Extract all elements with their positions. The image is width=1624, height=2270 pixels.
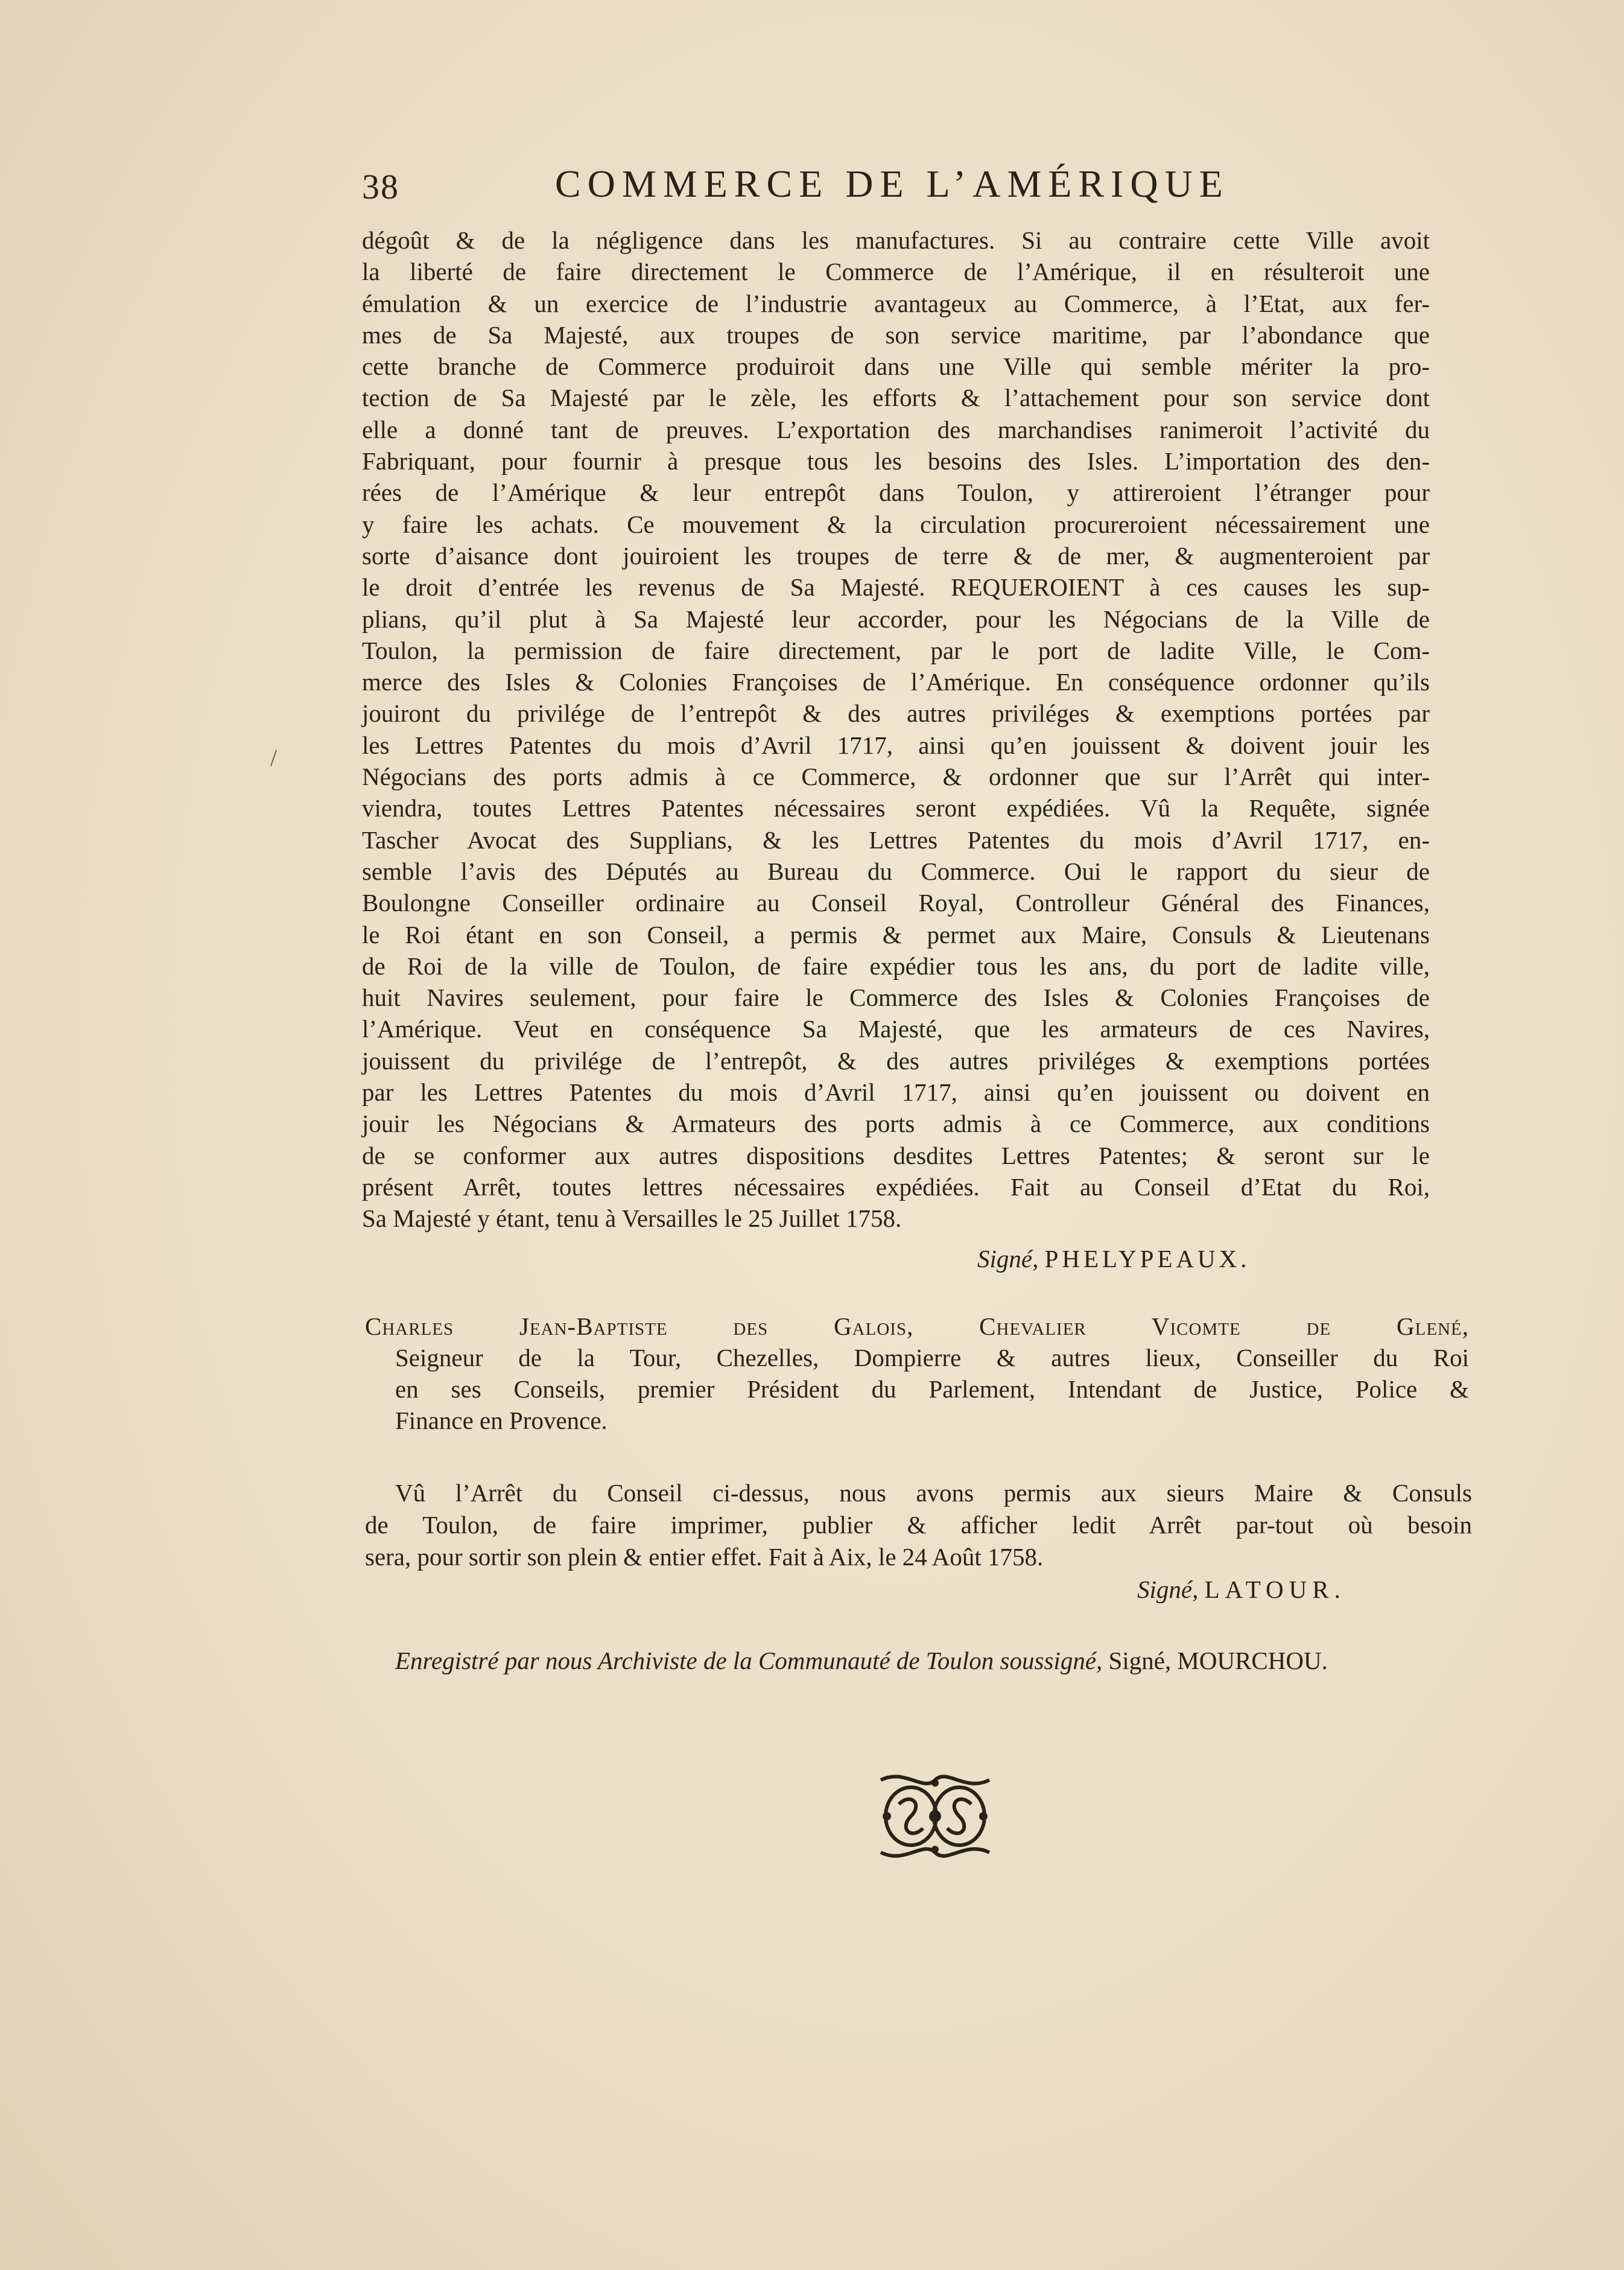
text-line: de Roi de la ville de Toulon, de faire expédier tous les ans, du port de ladite ville, [362,952,1430,980]
decree-text [362,224,1430,1235]
text-line: en ses Conseils, premier Président du Parlement, Intendant de Justice, Police & [395,1375,1469,1403]
text-line: viendra, toutes Lettres Patentes nécessaires seront expédiées. Vû la Requête, signée [362,794,1430,822]
permit-paragraph [365,1477,1472,1573]
text-line: jouiront du privilége de l’entrepôt & des autres priviléges & exemptions portées par [362,699,1430,728]
text-line: Seigneur de la Tour, Chezelles, Dompierre & autres lieux, Conseiller du Roi [395,1344,1469,1372]
running-title: COMMERCE DE L’AMÉRIQUE [555,162,1229,205]
text-line: Toulon, la permission de faire directement, par le port de ladite Ville, le Com- [362,636,1430,664]
text-line: cette branche de Commerce produiroit dans une Ville qui semble mériter la pro- [362,352,1430,381]
page-number: 38 [362,167,399,206]
signature-name: LATOUR. [1204,1575,1346,1603]
text-line: Fabriquant, pour fournir à presque tous les besoins des Isles. L’importation des den- [362,447,1430,475]
text-line: émulation & un exercice de l’industrie avantageux au Commerce, à l’Etat, aux fer- [362,289,1430,317]
registration-text: Enregistré par nous Archiviste de la Communauté de Toulon soussigné, [395,1647,1103,1674]
text-line: Négocians des ports admis à ce Commerce, & ordonner que sur l’Arrêt qui inter- [362,763,1430,791]
text-line: Finance en Provence. [395,1407,607,1434]
signature-label: Signé, [1137,1575,1199,1603]
printers-ornament-icon [869,1768,1001,1865]
text-line: l’Amérique. Veut en conséquence Sa Majesté, que les armateurs de ces Navires, [362,1015,1430,1043]
intendant-title-block [365,1311,1469,1436]
intendant-name-line: Charles Jean-Baptiste des Galois, Chevalier Vicomte de Glené, [365,1312,1469,1340]
text-line: Vû l’Arrêt du Conseil ci-dessus, nous avons permis aux sieurs Maire & Consuls [395,1479,1472,1507]
text-line: sorte d’aisance dont jouiroient les troupes de terre & de mer, & augmenteroient par [362,541,1430,570]
text-line: elle a donné tant de preuves. L’exportation des marchandises ranimeroit l’activité du [362,415,1430,444]
signature-label: Signé, [977,1245,1039,1273]
text-line: tection de Sa Majesté par le zèle, les efforts & l’attachement pour son service dont [362,384,1430,412]
text-line: par les Lettres Patentes du mois d’Avril 1717, ainsi qu’en jouissent ou doivent en [362,1078,1430,1107]
text-line: de Toulon, de faire imprimer, publier & afficher ledit Arrêt par-tout où besoin [365,1511,1472,1539]
text-line: Sa Majesté y étant, tenu à Versailles le 25 Juillet 1758. [362,1204,902,1233]
text-line: sera, pour sortir son plein & entier effet. Fait à Aix, le 24 Août 1758. [365,1543,1044,1571]
text-line: Boulongne Conseiller ordinaire au Conseil Royal, Controlleur Général des Finances, [362,889,1430,917]
registration-note [395,1645,1328,1676]
text-line: présent Arrêt, toutes lettres nécessaires expédiées. Fait au Conseil d’Etat du Roi, [362,1172,1430,1201]
page-header [362,162,1339,216]
text-line: merce des Isles & Colonies Françoises de l’Amérique. En conséquence ordonner qu’ils [362,668,1430,696]
text-line: mes de Sa Majesté, aux troupes de son service maritime, par l’abondance que [362,320,1430,349]
text-line: rées de l’Amérique & leur entrepôt dans Toulon, y attireroient l’étranger pour [362,478,1430,507]
text-line: de se conformer aux autres dispositions desdites Lettres Patentes; & seront sur le [362,1141,1430,1169]
text-line: dégoût & de la négligence dans les manufactures. Si au contraire cette Ville avoit [362,226,1430,254]
text-line: le Roi étant en son Conseil, a permis & permet aux Maire, Consuls & Lieutenans [362,920,1430,949]
registration-signature: Signé, MOURCHOU. [1108,1647,1328,1674]
signature-latour [1137,1574,1346,1605]
text-line: jouir les Négocians & Armateurs des ports admis à ce Commerce, aux conditions [362,1110,1430,1138]
text-line: le droit d’entrée les revenus de Sa Majesté. REQUEROIENT à ces causes les sup- [362,573,1430,602]
text-line: Tascher Avocat des Supplians, & les Lettres Patentes du mois d’Avril 1717, en- [362,825,1430,854]
text-line: semble l’avis des Députés au Bureau du Commerce. Oui le rapport du sieur de [362,857,1430,885]
signature-name: PHELYPEAUX. [1044,1245,1251,1273]
text-line: y faire les achats. Ce mouvement & la circulation procureroient nécessairement une [362,510,1430,538]
text-line: huit Navires seulement, pour faire le Commerce des Isles & Colonies Françoises de [362,984,1430,1012]
text-line: la liberté de faire directement le Commerce de l’Amérique, il en résulteroit une [362,258,1430,286]
text-line: plians, qu’il plut à Sa Majesté leur accorder, pour les Négocians de la Ville de [362,605,1430,633]
text-line: les Lettres Patentes du mois d’Avril 1717, ainsi qu’en jouissent & doivent jouir les [362,731,1430,759]
text-line: jouissent du privilége de l’entrepôt, & des autres priviléges & exemptions portées [362,1046,1430,1075]
signature-phelypeaux [977,1243,1251,1274]
margin-mark: / [270,744,278,771]
